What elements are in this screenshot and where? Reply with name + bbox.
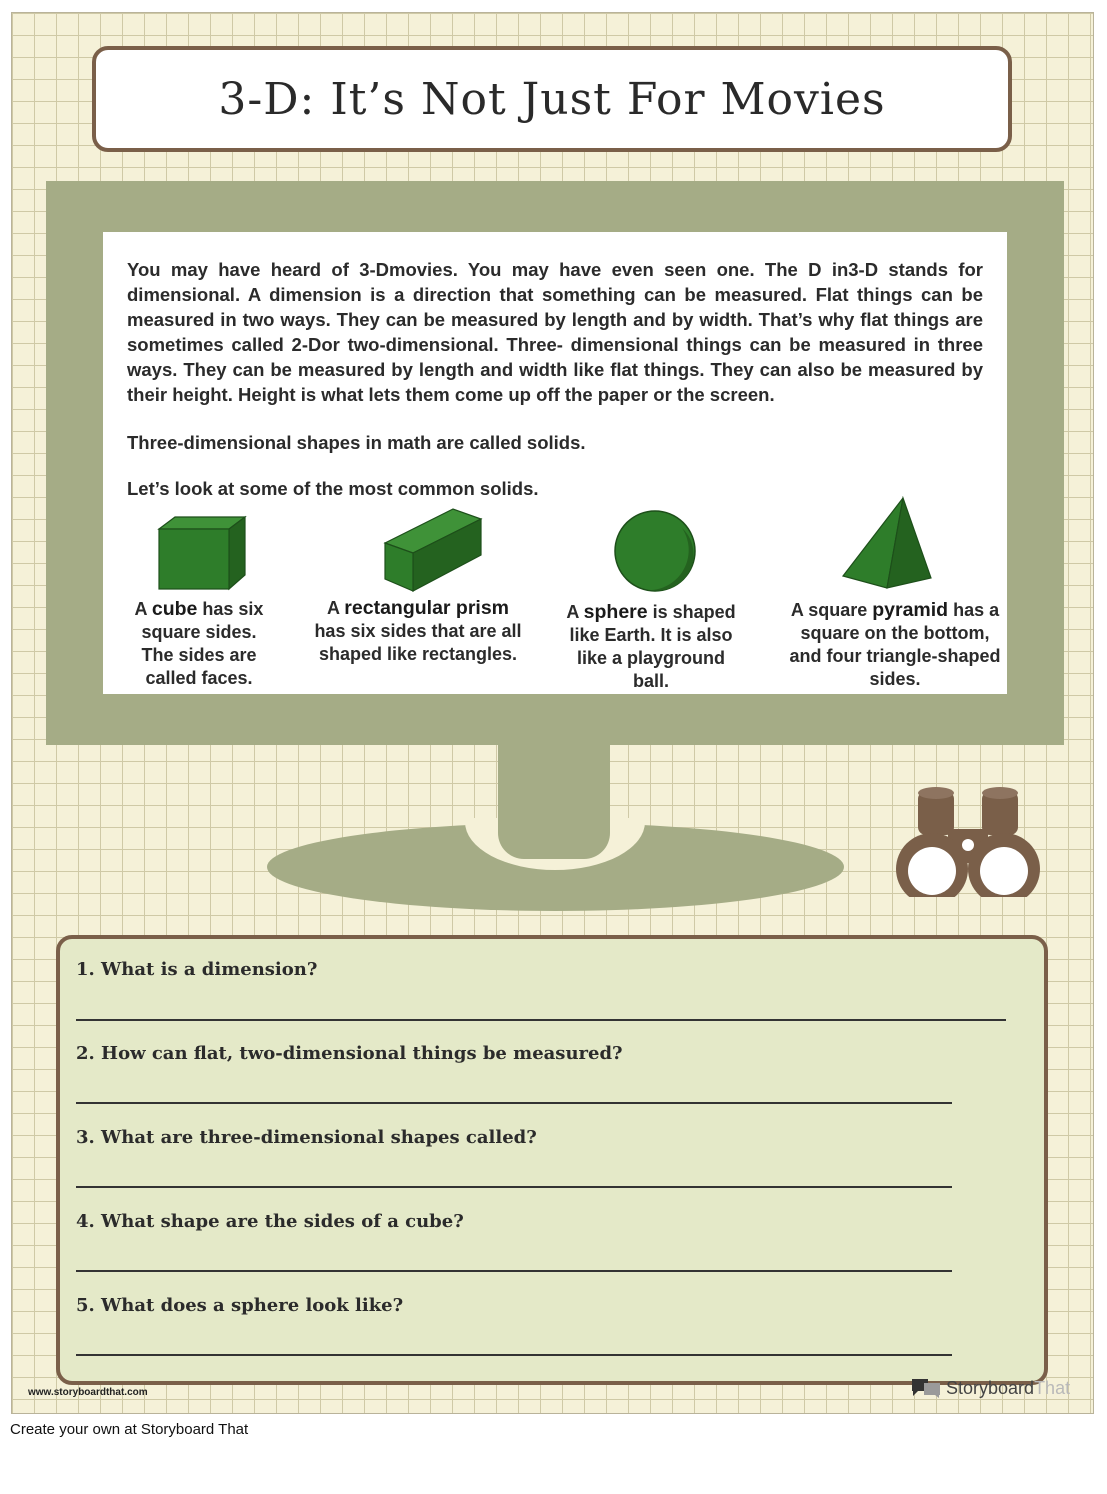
caption-text: has six square sides. The sides are called faces.	[141, 599, 264, 688]
caption-keyword: sphere	[583, 601, 648, 623]
caption-text: A square	[790, 600, 873, 620]
caption-text: A	[566, 602, 584, 622]
footer-credit[interactable]: Create your own at Storyboard That	[10, 1421, 249, 1438]
intro-paragraph: You may have heard of 3-Dmovies. You may have even seen one. The D in3-D stands for dimensional. A dimension is a direction that something can be measured. Flat things can be measured in two ways. They can be measured by length and by width. That’s why flat things are sometimes called 2-Dor two-dimensional. Three- dimensional things can be measured in three ways. They can be measured by length and width like flat things. They can also be measured by their height. Height is what lets them come up off the paper or the screen.	[127, 259, 983, 405]
brand-word-that: That	[1034, 1377, 1071, 1398]
caption-keyword: cube	[151, 598, 198, 620]
answer-line-2[interactable]	[76, 1102, 952, 1104]
sphere-icon	[612, 508, 698, 594]
site-url[interactable]: www.storyboardthat.com	[28, 1387, 148, 1398]
brand-word-storyboard: Storyboard	[946, 1377, 1035, 1398]
caption-text: has a square on the bottom, and four triangle-shaped sides.	[789, 600, 1001, 689]
binoculars-icon	[892, 785, 1044, 897]
storyboardthat-logo[interactable]	[910, 1377, 1070, 1399]
prism-caption	[313, 597, 523, 666]
title-banner	[92, 46, 1012, 152]
speech-bubble-icon	[910, 1377, 942, 1399]
caption-text: A	[326, 598, 345, 618]
answer-line-3[interactable]	[76, 1186, 952, 1188]
answer-line-4[interactable]	[76, 1270, 952, 1272]
questions-panel	[56, 935, 1048, 1385]
caption-keyword: pyramid	[872, 599, 949, 621]
question-2: 2. How can flat, two-dimensional things be measured?	[76, 1043, 623, 1064]
brand-name	[946, 1378, 1070, 1399]
caption-keyword: rectangular prism	[344, 597, 510, 619]
cube-caption	[123, 598, 275, 690]
pyramid-icon	[841, 496, 933, 590]
question-5: 5. What does a sphere look like?	[76, 1295, 404, 1316]
caption-text: A	[134, 599, 152, 619]
worksheet	[11, 12, 1094, 1414]
page-title: 3-D: It’s Not Just For Movies	[218, 73, 886, 125]
answer-line-5[interactable]	[76, 1354, 952, 1356]
question-4: 4. What shape are the sides of a cube?	[76, 1211, 464, 1232]
look-sentence: Let’s look at some of the most common solids.	[127, 478, 539, 499]
caption-text: has six sides that are all shaped like rectangles.	[314, 621, 522, 664]
pyramid-caption	[783, 599, 1007, 691]
question-1: 1. What is a dimension?	[76, 959, 318, 980]
cube-icon	[157, 515, 249, 593]
sphere-caption	[558, 601, 744, 693]
monitor-screen	[103, 232, 1007, 694]
question-3: 3. What are three-dimensional shapes called?	[76, 1127, 537, 1148]
caption-text: is shaped like Earth. It is also like a playground ball.	[569, 602, 736, 691]
answer-line-1[interactable]	[76, 1019, 1006, 1021]
solids-sentence: Three-dimensional shapes in math are called solids.	[127, 432, 586, 453]
rectangular-prism-icon	[383, 505, 483, 593]
monitor-stand-neck	[498, 741, 610, 859]
